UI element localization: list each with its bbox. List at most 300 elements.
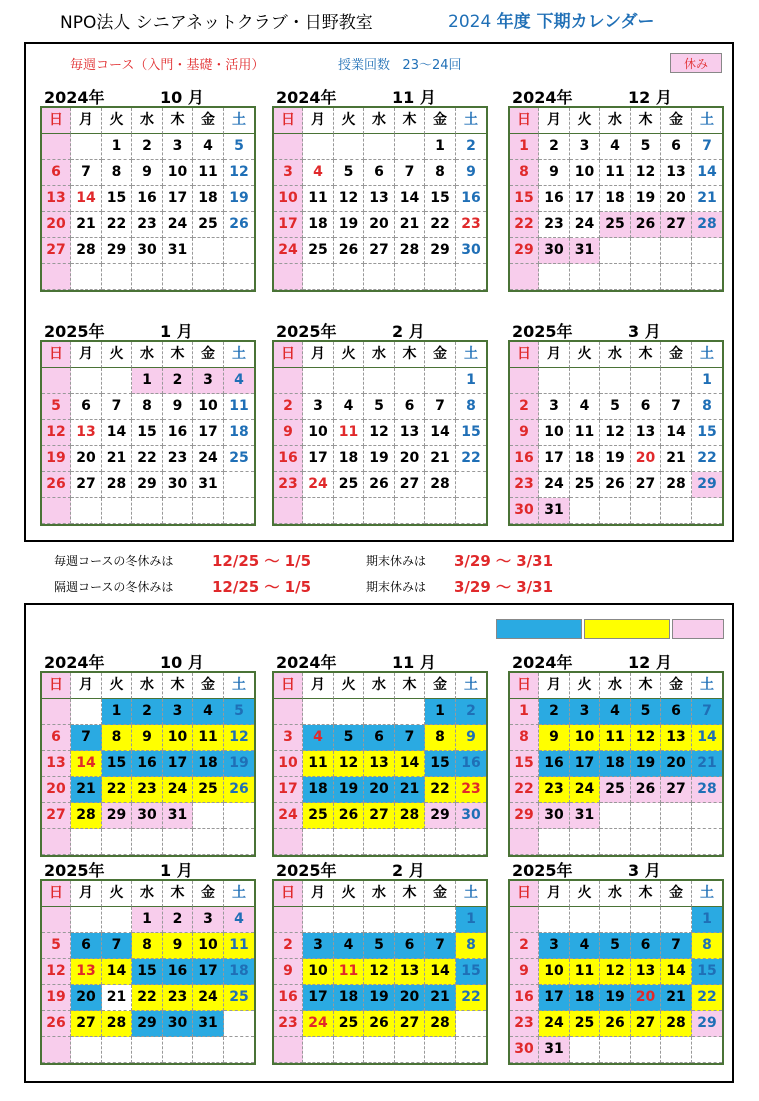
day-cell: 8 (425, 160, 456, 186)
weekday-header: 日 (42, 108, 71, 134)
month-header (272, 82, 488, 106)
day-cell: 24 (539, 472, 570, 498)
day-cell: 10 (539, 420, 570, 446)
day-cell: 23 (456, 212, 486, 238)
day-cell: 11 (303, 186, 334, 212)
weekday-header: 土 (456, 342, 486, 368)
day-cell: 20 (631, 446, 661, 472)
day-cell: 12 (42, 959, 71, 985)
day-cell: 25 (224, 985, 254, 1011)
day-cell: 18 (334, 446, 364, 472)
day-cell: 2 (163, 907, 193, 933)
day-cell: 14 (425, 420, 456, 446)
day-cell: 5 (364, 933, 395, 959)
empty-cell (274, 699, 303, 725)
day-cell: 28 (395, 238, 425, 264)
day-cell: 27 (631, 1011, 661, 1037)
empty-cell (224, 1037, 254, 1063)
day-cell: 15 (132, 959, 163, 985)
day-cell: 27 (42, 803, 71, 829)
weekday-header: 日 (510, 108, 539, 134)
day-cell: 14 (692, 725, 722, 751)
day-cell: 11 (224, 394, 254, 420)
month-year: 2025年 (512, 861, 573, 880)
day-cell: 7 (71, 725, 102, 751)
day-cell: 20 (364, 212, 395, 238)
day-cell: 17 (193, 420, 224, 446)
empty-cell (334, 134, 364, 160)
empty-cell (42, 699, 71, 725)
empty-cell (224, 803, 254, 829)
empty-cell (193, 803, 224, 829)
day-cell: 9 (274, 959, 303, 985)
empty-cell (102, 368, 132, 394)
weekday-header: 水 (364, 108, 395, 134)
day-cell: 3 (274, 725, 303, 751)
day-cell: 24 (303, 1011, 334, 1037)
day-cell: 5 (364, 394, 395, 420)
day-cell: 1 (510, 699, 539, 725)
weekday-header: 月 (539, 881, 570, 907)
empty-cell (274, 907, 303, 933)
empty-cell (42, 498, 71, 524)
day-cell: 1 (425, 699, 456, 725)
month-year: 2025年 (44, 322, 105, 341)
day-cell: 19 (224, 751, 254, 777)
empty-cell (364, 699, 395, 725)
empty-cell (193, 829, 224, 855)
empty-cell (456, 498, 486, 524)
day-cell: 2 (456, 699, 486, 725)
day-cell: 3 (303, 394, 334, 420)
day-cell: 18 (600, 186, 631, 212)
day-cell: 22 (132, 985, 163, 1011)
day-cell: 5 (334, 725, 364, 751)
day-cell: 5 (334, 160, 364, 186)
day-cell: 21 (71, 777, 102, 803)
empty-cell (631, 264, 661, 290)
empty-cell (102, 1037, 132, 1063)
empty-cell (631, 803, 661, 829)
weekday-header: 火 (570, 108, 600, 134)
empty-cell (692, 803, 722, 829)
day-cell: 18 (600, 751, 631, 777)
month-header (508, 316, 724, 340)
day-cell: 14 (395, 186, 425, 212)
empty-cell (539, 907, 570, 933)
weekday-header: 金 (661, 881, 692, 907)
day-cell: 1 (456, 368, 486, 394)
day-cell: 21 (395, 777, 425, 803)
weekday-header: 月 (71, 881, 102, 907)
day-cell: 4 (303, 725, 334, 751)
day-cell: 2 (132, 699, 163, 725)
day-cell: 20 (661, 186, 692, 212)
weekday-header: 水 (132, 673, 163, 699)
day-cell: 16 (510, 985, 539, 1011)
day-cell: 10 (570, 725, 600, 751)
day-cell: 10 (274, 751, 303, 777)
day-cell: 15 (102, 751, 132, 777)
weekday-header: 水 (600, 108, 631, 134)
day-cell: 25 (193, 212, 224, 238)
day-cell: 21 (102, 985, 132, 1011)
empty-cell (193, 238, 224, 264)
day-cell: 26 (364, 1011, 395, 1037)
empty-cell (334, 699, 364, 725)
biweekly-winter-range: 12/25 ～ 1/5 (212, 578, 312, 596)
empty-cell (600, 238, 631, 264)
empty-cell (425, 1037, 456, 1063)
day-cell: 30 (132, 803, 163, 829)
empty-cell (364, 264, 395, 290)
day-cell: 7 (425, 394, 456, 420)
weekly-course-panel (24, 42, 734, 542)
empty-cell (224, 264, 254, 290)
weekday-header: 金 (661, 673, 692, 699)
empty-cell (303, 368, 334, 394)
day-cell: 13 (71, 959, 102, 985)
empty-cell (42, 907, 71, 933)
empty-cell (132, 498, 163, 524)
empty-cell (71, 699, 102, 725)
weekly-calendar-month (508, 82, 724, 292)
empty-cell (692, 264, 722, 290)
weekday-header: 金 (425, 342, 456, 368)
weekday-header: 日 (510, 342, 539, 368)
day-cell: 1 (132, 907, 163, 933)
day-cell: 9 (132, 160, 163, 186)
day-cell: 22 (425, 777, 456, 803)
day-cell: 19 (334, 212, 364, 238)
weekday-header: 火 (334, 673, 364, 699)
day-cell: 4 (303, 160, 334, 186)
day-cell: 28 (425, 472, 456, 498)
day-cell: 5 (42, 933, 71, 959)
empty-cell (334, 829, 364, 855)
weekday-header: 日 (42, 342, 71, 368)
day-cell: 10 (274, 186, 303, 212)
day-cell: 16 (274, 446, 303, 472)
month-grid (272, 106, 488, 292)
day-cell: 20 (364, 777, 395, 803)
month-header (40, 647, 256, 671)
empty-cell (570, 1037, 600, 1063)
day-cell: 29 (510, 238, 539, 264)
weekday-header: 水 (132, 342, 163, 368)
empty-cell (274, 829, 303, 855)
day-cell: 6 (395, 394, 425, 420)
day-cell: 10 (570, 160, 600, 186)
day-cell: 27 (364, 803, 395, 829)
day-cell: 14 (425, 959, 456, 985)
day-cell: 30 (163, 472, 193, 498)
day-cell: 7 (71, 160, 102, 186)
day-cell: 3 (193, 368, 224, 394)
day-cell: 6 (661, 699, 692, 725)
day-cell: 11 (193, 160, 224, 186)
day-cell: 12 (631, 725, 661, 751)
day-cell: 16 (510, 446, 539, 472)
day-cell: 3 (274, 160, 303, 186)
day-cell: 14 (102, 959, 132, 985)
day-cell: 22 (132, 446, 163, 472)
empty-cell (539, 829, 570, 855)
day-cell: 15 (692, 420, 722, 446)
day-cell: 7 (102, 933, 132, 959)
day-cell: 21 (661, 446, 692, 472)
weekday-header: 金 (193, 881, 224, 907)
empty-cell (42, 134, 71, 160)
day-cell: 12 (364, 420, 395, 446)
weekday-header: 水 (600, 881, 631, 907)
day-cell: 15 (692, 959, 722, 985)
weekday-header: 月 (303, 108, 334, 134)
day-cell: 26 (42, 1011, 71, 1037)
weekday-header: 木 (631, 881, 661, 907)
day-cell: 26 (631, 212, 661, 238)
month-name: 10 月 (160, 88, 204, 107)
day-cell: 16 (539, 751, 570, 777)
weekday-header: 火 (334, 881, 364, 907)
month-grid (272, 879, 488, 1065)
weekday-header: 火 (102, 673, 132, 699)
day-cell: 11 (600, 725, 631, 751)
day-cell: 26 (334, 238, 364, 264)
weekday-header: 月 (303, 342, 334, 368)
biweekly-lessons (338, 621, 346, 636)
day-cell: 27 (395, 1011, 425, 1037)
weekday-header: 水 (132, 108, 163, 134)
day-cell: 13 (661, 160, 692, 186)
empty-cell (570, 264, 600, 290)
day-cell: 21 (692, 186, 722, 212)
day-cell: 24 (570, 777, 600, 803)
weekday-header: 月 (71, 673, 102, 699)
day-cell: 13 (631, 959, 661, 985)
day-cell: 20 (42, 212, 71, 238)
day-cell: 27 (631, 472, 661, 498)
day-cell: 29 (692, 1011, 722, 1037)
empty-cell (661, 829, 692, 855)
day-cell: 14 (71, 751, 102, 777)
day-cell: 18 (193, 751, 224, 777)
day-cell: 17 (163, 751, 193, 777)
empty-cell (224, 498, 254, 524)
empty-cell (303, 907, 334, 933)
empty-cell (364, 368, 395, 394)
month-name: 1 月 (160, 322, 193, 341)
day-cell: 20 (42, 777, 71, 803)
month-grid (40, 106, 256, 292)
fiscal-year: 2024 (448, 12, 492, 32)
weekday-header: 日 (510, 881, 539, 907)
month-year: 2025年 (276, 861, 337, 880)
day-cell: 24 (303, 472, 334, 498)
weekday-header: 土 (692, 342, 722, 368)
weekday-header: 土 (224, 342, 254, 368)
day-cell: 18 (303, 777, 334, 803)
empty-cell (539, 368, 570, 394)
day-cell: 27 (42, 238, 71, 264)
day-cell: 19 (600, 446, 631, 472)
empty-cell (692, 829, 722, 855)
month-name: 1 月 (160, 861, 193, 880)
day-cell: 10 (163, 160, 193, 186)
day-cell: 16 (274, 985, 303, 1011)
day-cell: 30 (456, 803, 486, 829)
day-cell: 21 (425, 446, 456, 472)
day-cell: 29 (102, 803, 132, 829)
day-cell: 22 (456, 985, 486, 1011)
empty-cell (570, 907, 600, 933)
day-cell: 16 (132, 186, 163, 212)
day-cell: 11 (570, 420, 600, 446)
empty-cell (71, 907, 102, 933)
day-cell: 12 (334, 186, 364, 212)
day-cell: 23 (274, 1011, 303, 1037)
day-cell: 21 (71, 212, 102, 238)
day-cell: 19 (42, 985, 71, 1011)
day-cell: 29 (102, 238, 132, 264)
day-cell: 18 (224, 959, 254, 985)
empty-cell (334, 1037, 364, 1063)
day-cell: 4 (570, 933, 600, 959)
empty-cell (661, 907, 692, 933)
empty-cell (364, 134, 395, 160)
day-cell: 17 (193, 959, 224, 985)
weekday-header: 水 (364, 673, 395, 699)
day-cell: 8 (692, 394, 722, 420)
empty-cell (193, 498, 224, 524)
day-cell: 2 (510, 394, 539, 420)
day-cell: 3 (570, 134, 600, 160)
day-cell: 20 (631, 985, 661, 1011)
weekday-header: 日 (274, 108, 303, 134)
day-cell: 29 (425, 803, 456, 829)
weekday-header: 土 (224, 673, 254, 699)
day-cell: 13 (42, 186, 71, 212)
weekly-lessons-label: 授業回数 (338, 58, 391, 73)
day-cell: 25 (303, 803, 334, 829)
day-cell: 18 (303, 212, 334, 238)
month-year: 2025年 (44, 861, 105, 880)
weekday-header: 火 (102, 108, 132, 134)
day-cell: 25 (224, 446, 254, 472)
day-cell: 14 (661, 959, 692, 985)
day-cell: 12 (334, 751, 364, 777)
empty-cell (456, 472, 486, 498)
weekday-header: 木 (631, 342, 661, 368)
day-cell: 28 (425, 1011, 456, 1037)
day-cell: 28 (102, 1011, 132, 1037)
empty-cell (395, 699, 425, 725)
day-cell: 4 (193, 134, 224, 160)
day-cell: 29 (510, 803, 539, 829)
biweekly-calendar-month (508, 855, 724, 1065)
empty-cell (102, 264, 132, 290)
month-grid (40, 340, 256, 526)
weekday-header: 金 (425, 108, 456, 134)
day-cell: 18 (570, 446, 600, 472)
day-cell: 23 (510, 472, 539, 498)
day-cell: 16 (163, 420, 193, 446)
day-cell: 25 (193, 777, 224, 803)
day-cell: 2 (163, 368, 193, 394)
day-cell: 8 (692, 933, 722, 959)
day-cell: 17 (274, 212, 303, 238)
day-cell: 5 (600, 933, 631, 959)
biweekly-calendar-month (40, 855, 256, 1065)
day-cell: 12 (42, 420, 71, 446)
day-cell: 8 (102, 725, 132, 751)
biweekly-term-end-range: 3/29 ～ 3/31 (454, 578, 554, 596)
empty-cell (303, 1037, 334, 1063)
weekday-header: 金 (193, 108, 224, 134)
day-cell: 15 (456, 959, 486, 985)
empty-cell (42, 829, 71, 855)
weekday-header: 水 (600, 673, 631, 699)
month-grid (508, 340, 724, 526)
day-cell: 9 (163, 933, 193, 959)
month-grid (272, 340, 488, 526)
day-cell: 21 (395, 212, 425, 238)
biweekly-calendar-month (272, 855, 488, 1065)
weekly-winter-range: 12/25 ～ 1/5 (212, 552, 312, 570)
day-cell: 3 (163, 699, 193, 725)
day-cell: 3 (163, 134, 193, 160)
empty-cell (364, 1037, 395, 1063)
day-cell: 3 (570, 699, 600, 725)
month-year: 2024年 (512, 88, 573, 107)
empty-cell (224, 829, 254, 855)
day-cell: 4 (334, 933, 364, 959)
day-cell: 16 (132, 751, 163, 777)
month-year: 2025年 (276, 322, 337, 341)
day-cell: 26 (631, 777, 661, 803)
empty-cell (395, 498, 425, 524)
day-cell: 4 (570, 394, 600, 420)
weekday-header: 日 (274, 881, 303, 907)
empty-cell (303, 699, 334, 725)
weekly-calendar-month (40, 316, 256, 526)
empty-cell (71, 264, 102, 290)
weekday-header: 火 (334, 108, 364, 134)
empty-cell (303, 264, 334, 290)
empty-cell (661, 368, 692, 394)
day-cell: 8 (456, 394, 486, 420)
day-cell: 31 (539, 1037, 570, 1063)
day-cell: 22 (102, 212, 132, 238)
month-header (40, 316, 256, 340)
day-cell: 6 (395, 933, 425, 959)
empty-cell (600, 803, 631, 829)
weekly-calendar-month (40, 82, 256, 292)
day-cell: 8 (510, 160, 539, 186)
month-header (508, 855, 724, 879)
empty-cell (570, 368, 600, 394)
day-cell: 6 (364, 160, 395, 186)
day-cell: 29 (132, 472, 163, 498)
month-year: 2024年 (44, 88, 105, 107)
weekday-header: 金 (193, 673, 224, 699)
empty-cell (661, 498, 692, 524)
weekly-term-end-label: 期末休みは (366, 554, 427, 568)
empty-cell (631, 498, 661, 524)
empty-cell (600, 498, 631, 524)
day-cell: 4 (193, 699, 224, 725)
day-cell: 7 (395, 725, 425, 751)
